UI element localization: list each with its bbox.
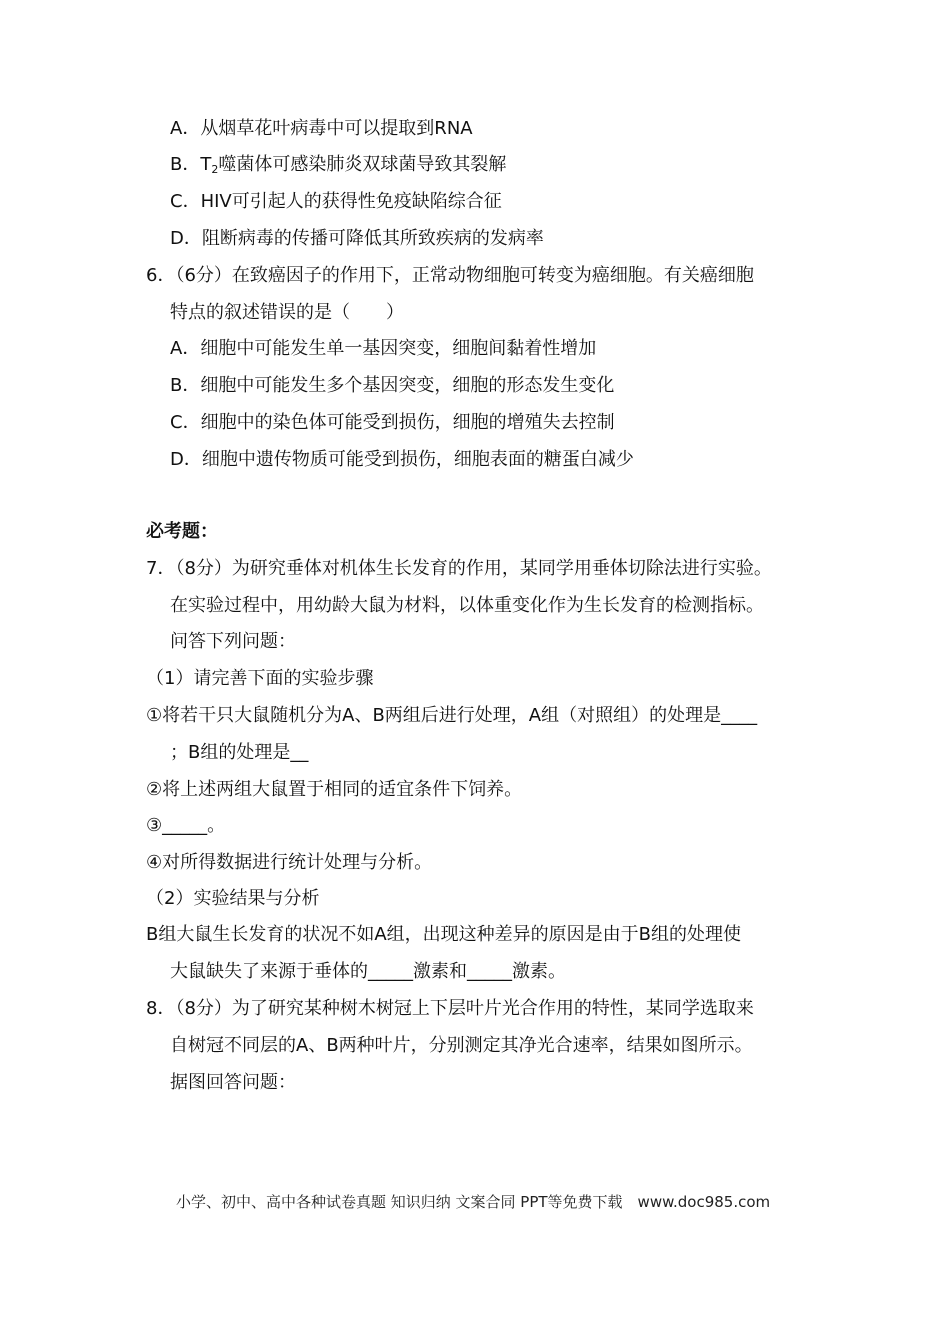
q5-option-b bbox=[170, 152, 506, 178]
q5-option-a: A．从烟草花叶病毒中可以提取到RNA bbox=[170, 118, 473, 139]
q7-step2: ②将上述两组大鼠置于相同的适宜条件下饲养。 bbox=[146, 779, 523, 800]
q5-option-d: D．阻断病毒的传播可降低其所致疾病的发病率 bbox=[170, 228, 544, 249]
q7-stem-line2: 在实验过程中，用幼龄大鼠为材料，以体重变化作为生长发育的检测指标。 bbox=[170, 595, 764, 616]
q6-option-a: A．细胞中可能发生单一基因突变，细胞间黏着性增加 bbox=[170, 338, 597, 359]
q5-option-b-subscript: 2 bbox=[211, 163, 219, 176]
q7-step3: ③_____。 bbox=[146, 815, 226, 836]
q7-part1-heading: （1）请完善下面的实验步骤 bbox=[146, 668, 374, 689]
page-footer: 小学、初中、高中各种试卷真题 知识归纳 文案合同 PPT等免费下载 www.doc985.com bbox=[176, 1193, 771, 1211]
q6-stem-line2: 特点的叙述错误的是（ ） bbox=[170, 302, 404, 323]
q7-result-line1: B组大鼠生长发育的状况不如A组，出现这种差异的原因是由于B组的处理使 bbox=[146, 924, 742, 945]
q7-part2-heading: （2）实验结果与分析 bbox=[146, 888, 320, 909]
q8-stem-line2: 自树冠不同层的A、B两种叶片，分别测定其净光合速率，结果如图所示。 bbox=[170, 1035, 753, 1056]
q7-step1-line2: ；B组的处理是__ bbox=[170, 742, 309, 763]
q6-stem-line1: 6．（6分）在致癌因子的作用下，正常动物细胞可转变为癌细胞。有关癌细胞 bbox=[146, 265, 754, 286]
q6-option-c: C．细胞中的染色体可能受到损伤，细胞的增殖失去控制 bbox=[170, 412, 615, 433]
section-heading: 必考题： bbox=[146, 521, 218, 542]
q7-stem-line3: 问答下列问题： bbox=[170, 631, 296, 652]
q5-option-b-text: 噬菌体可感染肺炎双球菌导致其裂解 bbox=[218, 154, 507, 175]
q5-option-b-prefix: B．T bbox=[170, 154, 212, 175]
q6-option-b: B．细胞中可能发生多个基因突变，细胞的形态发生变化 bbox=[170, 375, 615, 396]
q7-step4: ④对所得数据进行统计处理与分析。 bbox=[146, 852, 433, 873]
q7-result-line2: 大鼠缺失了来源于垂体的_____激素和_____激素。 bbox=[170, 961, 566, 982]
q8-stem-line3: 据图回答问题： bbox=[170, 1072, 296, 1093]
q7-step1-line1: ①将若干只大鼠随机分为A、B两组后进行处理，A组（对照组）的处理是____ bbox=[146, 705, 758, 726]
q8-stem-line1: 8．（8分）为了研究某种树木树冠上下层叶片光合作用的特性，某同学选取来 bbox=[146, 998, 754, 1019]
q7-stem-line1: 7．（8分）为研究垂体对机体生长发育的作用，某同学用垂体切除法进行实验。 bbox=[146, 558, 772, 579]
q6-option-d: D．细胞中遗传物质可能受到损伤，细胞表面的糖蛋白减少 bbox=[170, 449, 634, 470]
q5-option-c: C．HIV可引起人的获得性免疫缺陷综合征 bbox=[170, 191, 502, 212]
